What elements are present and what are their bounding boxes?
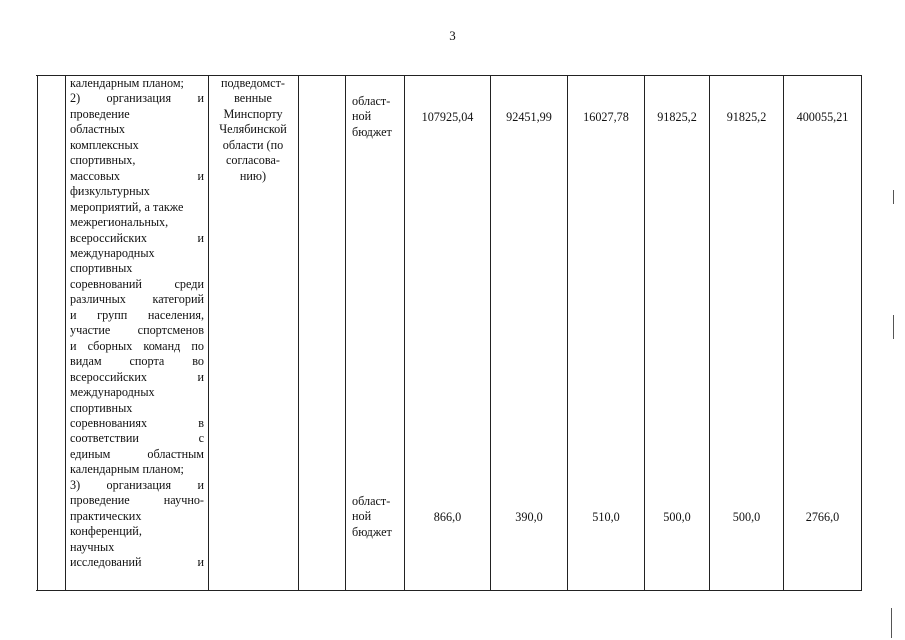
funding-source-line: ной [352,109,372,124]
column-divider [208,75,209,591]
description-line: соревнований среди [70,276,204,291]
funding-source-line: бюджет [352,124,392,139]
table-bottom-border [36,590,861,591]
executor-line: подведомст- [221,76,285,90]
scan-artifact [893,315,894,339]
description-line: конференций, [70,524,142,539]
value-cell: 107925,04 [421,110,474,124]
description-line: календарным планом; [70,76,184,90]
description-line: всероссийских и [70,369,204,384]
executor-line: области (по [222,137,284,152]
description-line: физкультурных [70,184,150,199]
value-cell: 16027,78 [583,110,629,124]
funding-source-line: област- [352,494,391,508]
description-line: комплексных [70,137,139,152]
description-line: участие спортсменов [70,323,204,338]
description-line: мероприятий, а также [70,199,184,214]
value-cell: 500,0 [732,510,761,524]
description-line: 3) организация и [70,477,204,492]
value-cell: 92451,99 [506,110,552,124]
value-cell: 91825,2 [726,110,767,124]
description-line: и групп населения, [70,307,204,322]
column-divider [37,75,38,591]
description-line: спортивных [70,400,133,415]
funding-source-line: област- [352,94,391,108]
column-divider [65,75,66,591]
executor-line: Минспорту [223,106,283,121]
executor-line: согласова- [226,153,280,168]
description-line: соответствии с [70,431,204,446]
description-line: календарным планом; [70,462,184,477]
value-cell: 866,0 [433,510,462,524]
value-cell: 500,0 [663,510,691,524]
funding-source-line: ной [352,509,372,524]
value-cell: 91825,2 [657,110,697,124]
executor-line: венные [234,91,272,106]
funding-source-cell [352,94,402,140]
value-cell: 510,0 [592,510,620,524]
description-line: 2) организация и [70,91,204,106]
executor-line: Челябинской [219,122,287,137]
description-line: спортивных, [70,153,136,168]
column-divider [345,75,346,591]
column-divider [298,75,299,591]
description-line: межрегиональных, [70,215,169,230]
executor-cell [210,76,296,184]
funding-source-cell [352,494,402,540]
value-cell: 400055,21 [796,110,849,124]
description-line: спортивных [70,261,133,276]
value-cell: 390,0 [515,510,543,524]
description-line: всероссийских и [70,230,204,245]
scan-artifact [893,190,894,204]
description-line: единым областным [70,446,204,461]
description-line: международных [70,245,155,260]
column-divider [861,75,862,591]
description-line: различных категорий [70,292,204,307]
description-line: массовых и [70,168,204,183]
description-line: проведение научно- [70,493,204,508]
scan-artifact [891,608,892,638]
description-line: областных [70,122,126,137]
activity-description-cell [70,76,204,571]
value-cell: 2766,0 [805,510,840,524]
page-number: 3 [449,28,456,43]
description-line: соревнованиях в [70,415,204,430]
description-line: исследований и [70,555,204,570]
funding-source-line: бюджет [352,524,392,539]
executor-line: нию) [239,168,267,183]
description-line: и сборных команд по [70,338,204,353]
description-line: проведение [70,106,130,121]
description-line: научных [70,539,115,554]
description-line: международных [70,385,155,400]
description-line: видам спорта во [70,354,204,369]
description-line: практических [70,508,142,523]
